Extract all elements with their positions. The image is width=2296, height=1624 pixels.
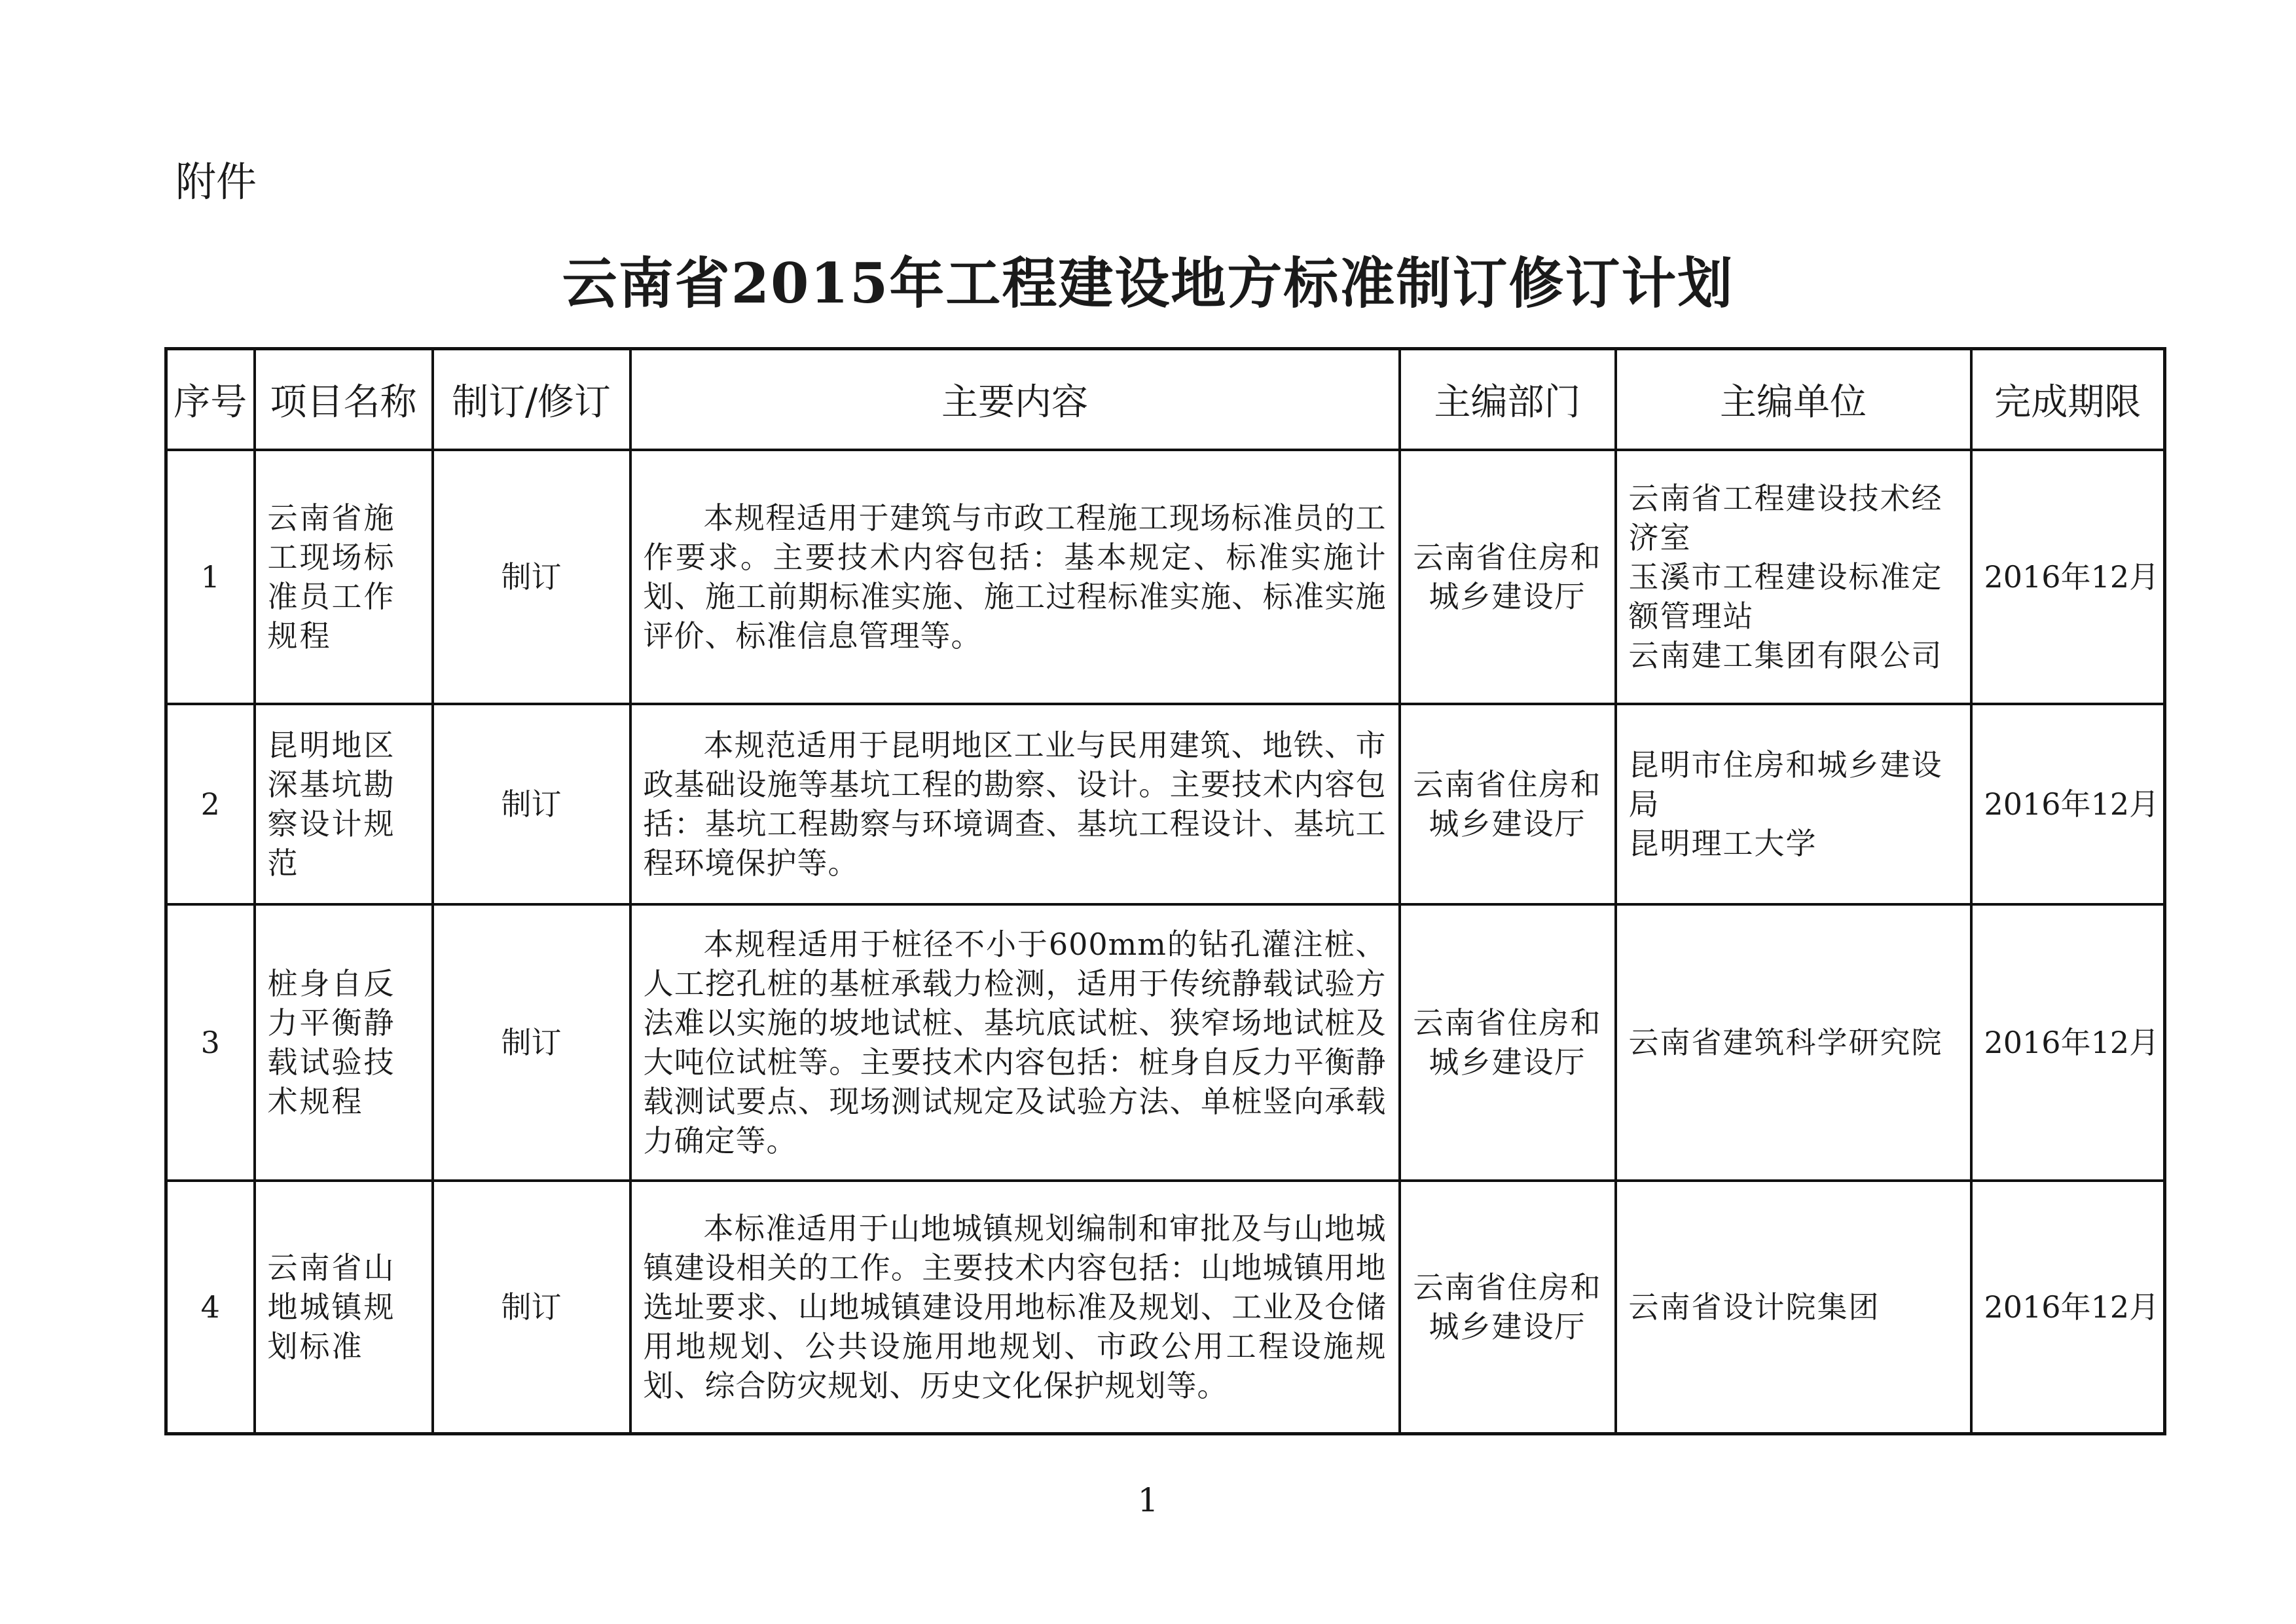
col-header-unit: 主编单位 [1616, 349, 1971, 451]
revision-type: 制订 [433, 450, 630, 704]
lead-department: 云南省住房和城乡建设厅 [1400, 1181, 1616, 1433]
lead-unit: 云南省建筑科学研究院 [1628, 1025, 1943, 1060]
revision-type: 制订 [433, 1181, 630, 1433]
lead-unit: 玉溪市工程建设标准定额管理站 [1628, 559, 1943, 634]
document-title: 云南省2015年工程建设地方标准制订修订计划 [562, 251, 1734, 316]
row-number: 3 [166, 904, 255, 1181]
lead-unit: 昆明理工大学 [1628, 826, 1817, 861]
col-header-no: 序号 [166, 349, 255, 451]
main-content: 本规程适用于桩径不小于600mm的钻孔灌注桩、人工挖孔桩的基桩承载力检测，适用于传统静载试验方法难以实施的坡地试桩、基坑底试桩、狭窄场地试桩及大吨位试桩等。主要技术内容包括：桩身自反力平衡静载测试要点、现场测试规定及试验方法、单桩竖向承载力确定等。 [630, 904, 1400, 1181]
table-row [166, 704, 2165, 904]
table-row [166, 1181, 2165, 1433]
revision-type: 制订 [433, 904, 630, 1181]
attachment-label: 附件 [175, 158, 257, 206]
col-header-name: 项目名称 [255, 349, 433, 451]
main-content: 本标准适用于山地城镇规划编制和审批及与山地城镇建设相关的工作。主要技术内容包括：山地城镇用地选址要求、山地城镇建设用地标准及规划、工业及仓储用地规划、公共设施用地规划、市政公用工程设施规划、综合防灾规划、历史文化保护规划等。 [630, 1181, 1400, 1433]
deadline: 2016年12月 [1971, 704, 2165, 904]
plan-table [164, 347, 2166, 1435]
table-header-row [166, 349, 2165, 451]
page-number: 1 [1137, 1481, 1159, 1519]
lead-unit: 云南省设计院集团 [1628, 1289, 1880, 1325]
lead-department: 云南省住房和城乡建设厅 [1400, 450, 1616, 704]
project-name: 昆明地区深基坑勘察设计规范 [255, 704, 433, 904]
lead-units [1616, 1181, 1971, 1433]
lead-unit: 云南建工集团有限公司 [1628, 638, 1943, 673]
lead-unit: 云南省工程建设技术经济室 [1628, 481, 1943, 555]
table-row [166, 450, 2165, 704]
lead-unit: 昆明市住房和城乡建设局 [1628, 747, 1943, 822]
lead-department: 云南省住房和城乡建设厅 [1400, 904, 1616, 1181]
row-number: 1 [166, 450, 255, 704]
row-number: 4 [166, 1181, 255, 1433]
lead-units [1616, 904, 1971, 1181]
table-row [166, 904, 2165, 1181]
deadline: 2016年12月 [1971, 450, 2165, 704]
revision-type: 制订 [433, 704, 630, 904]
row-number: 2 [166, 704, 255, 904]
col-header-dept: 主编部门 [1400, 349, 1616, 451]
lead-units [1616, 704, 1971, 904]
project-name: 云南省山地城镇规划标准 [255, 1181, 433, 1433]
project-name: 桩身自反力平衡静载试验技术规程 [255, 904, 433, 1181]
main-content: 本规范适用于昆明地区工业与民用建筑、地铁、市政基础设施等基坑工程的勘察、设计。主要技术内容包括：基坑工程勘察与环境调查、基坑工程设计、基坑工程环境保护等。 [630, 704, 1400, 904]
project-name: 云南省施工现场标准员工作规程 [255, 450, 433, 704]
lead-units [1616, 450, 1971, 704]
lead-department: 云南省住房和城乡建设厅 [1400, 704, 1616, 904]
col-header-type: 制订/修订 [433, 349, 630, 451]
deadline: 2016年12月 [1971, 904, 2165, 1181]
col-header-content: 主要内容 [630, 349, 1400, 451]
col-header-deadline: 完成期限 [1971, 349, 2165, 451]
deadline: 2016年12月 [1971, 1181, 2165, 1433]
main-content: 本规程适用于建筑与市政工程施工现场标准员的工作要求。主要技术内容包括：基本规定、标准实施计划、施工前期标准实施、施工过程标准实施、标准实施评价、标准信息管理等。 [630, 450, 1400, 704]
